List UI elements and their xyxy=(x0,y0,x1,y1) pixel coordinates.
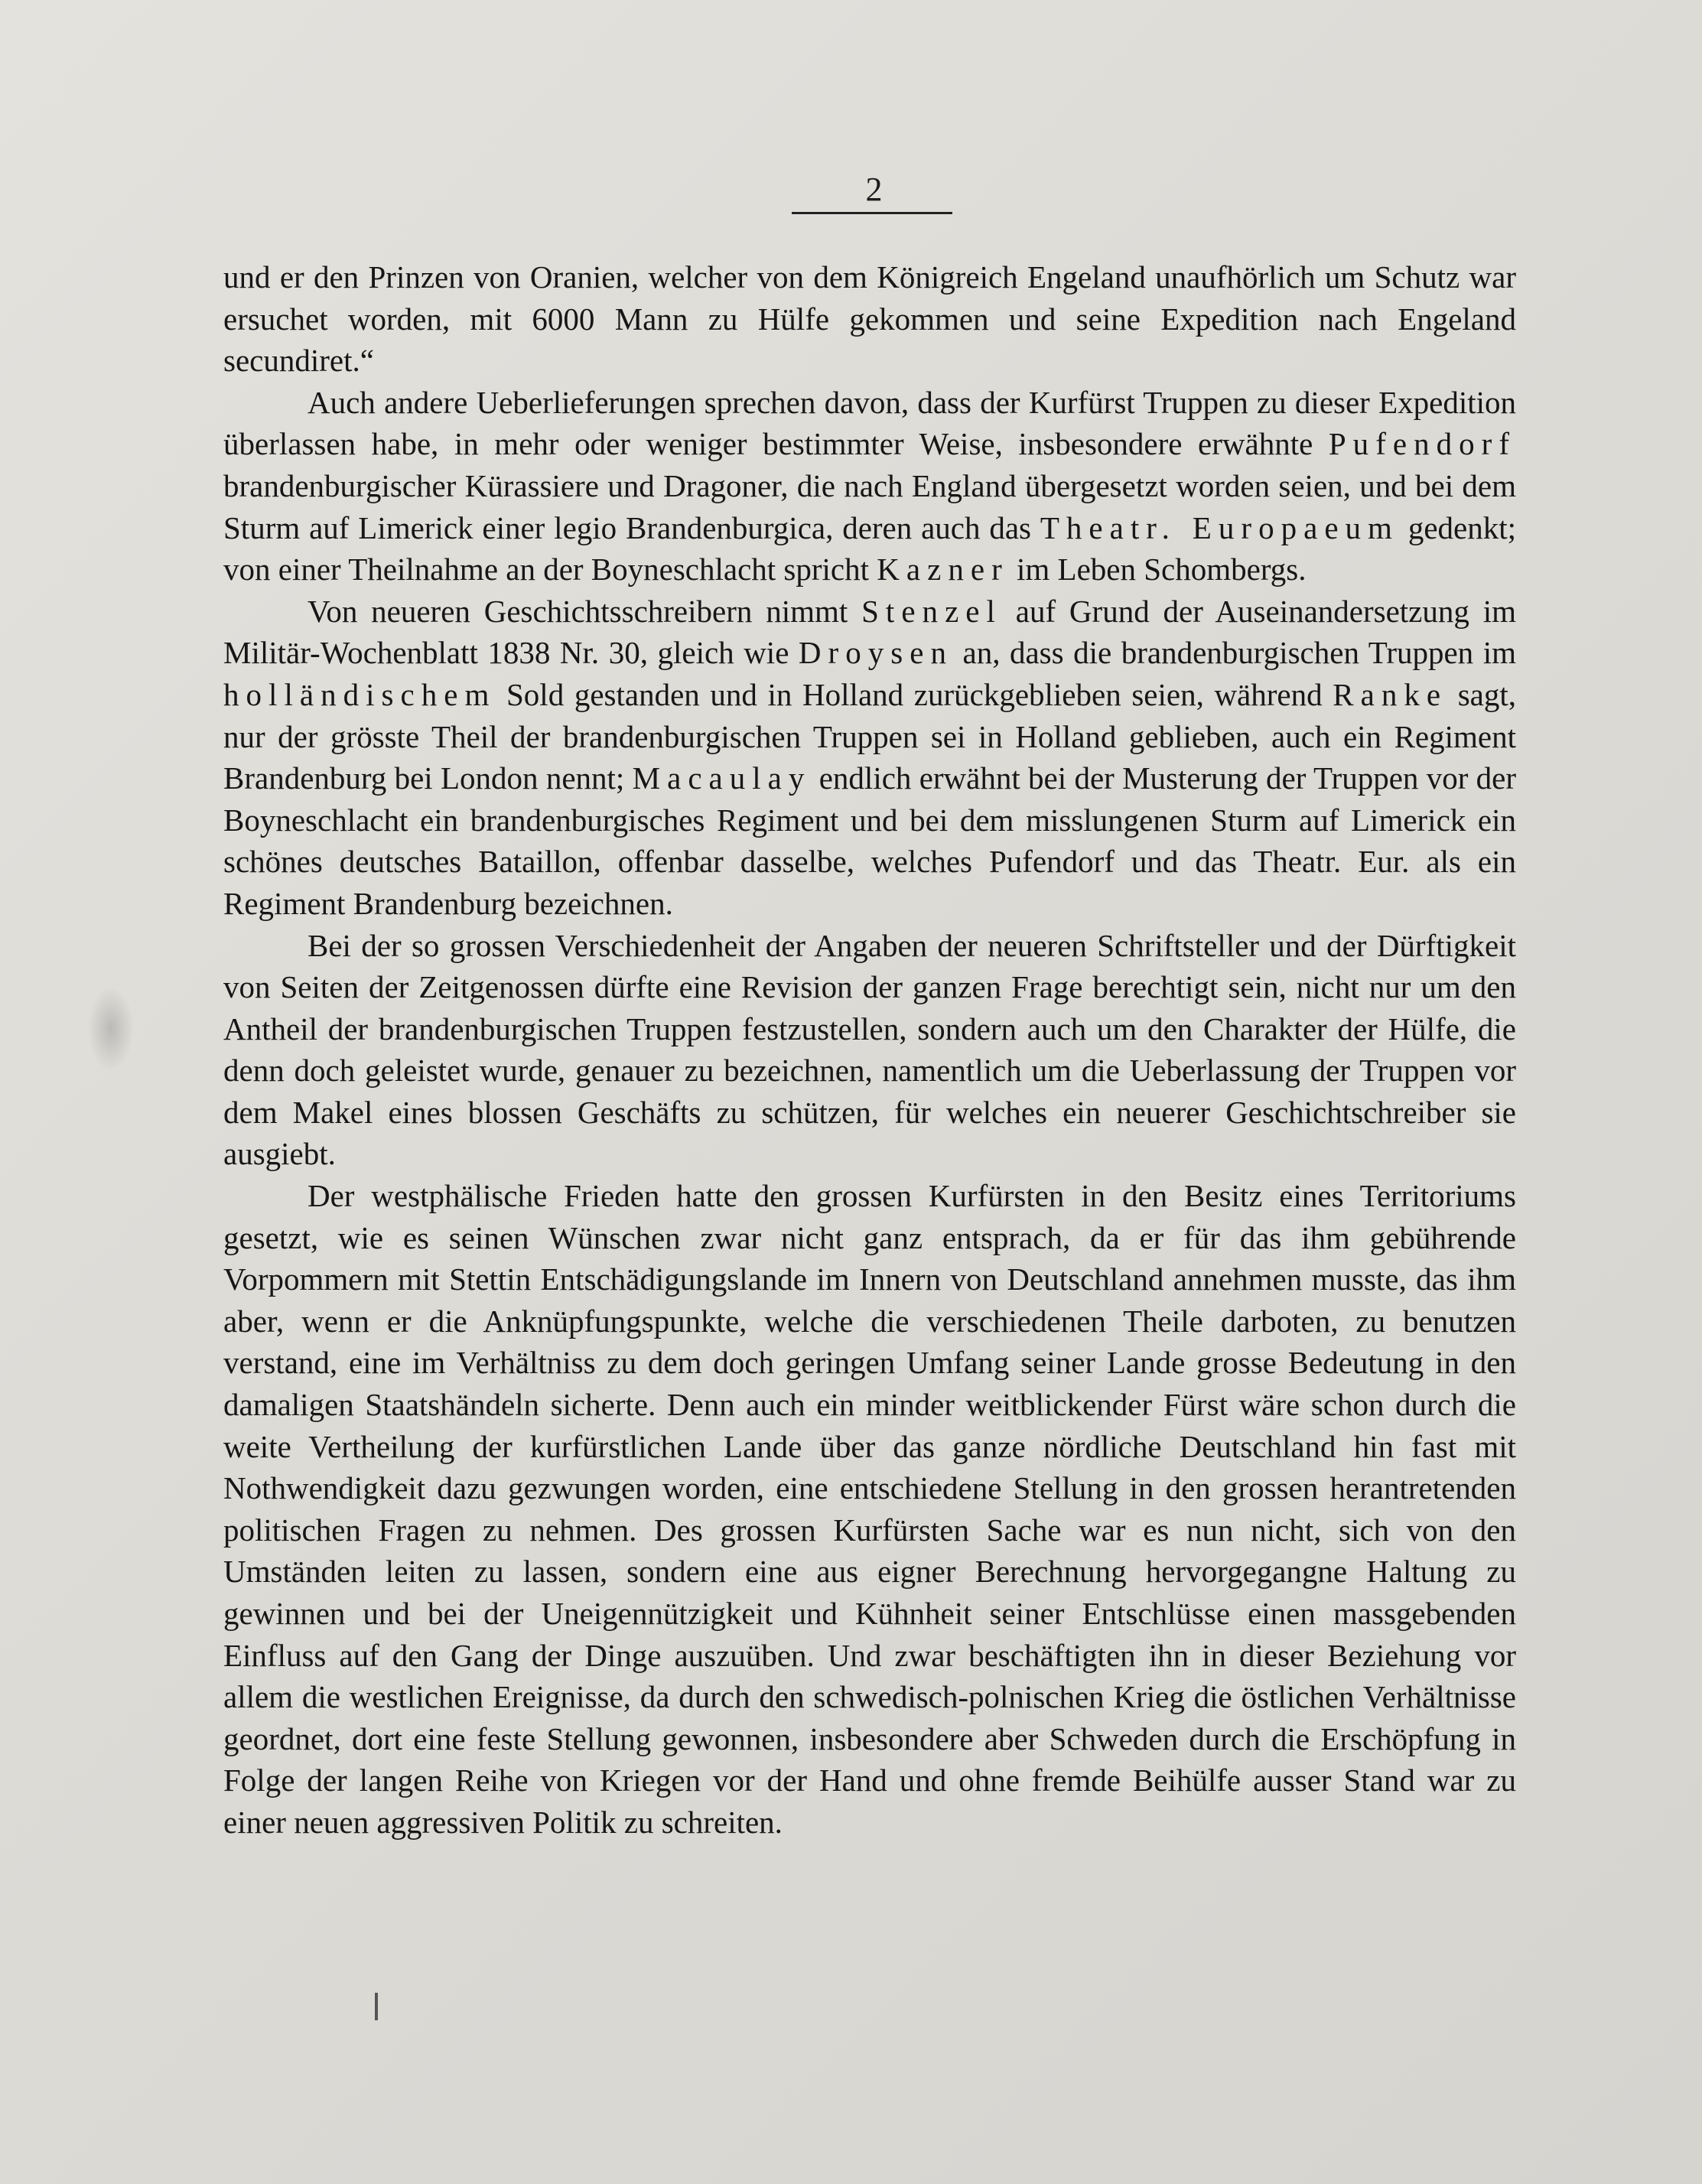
text-segment: an, dass die brandenburgischen Truppen im xyxy=(952,635,1516,671)
text-segment: Bei der so grossen Verschiedenheit der Angaben der neueren Schriftsteller und der Dürftigkeit von Seiten der Zeitgenossen dürfte eine Revision der ganzen Frage berechtigt sein, nicht nur um den Antheil der brandenburgischen Truppen festzustellen, sondern auch um den Charakter der Hülfe, die denn doch geleistet wurde, genauer zu bezeichnen, namentlich um die Ueberlassung der Truppen vor dem Makel eines blossen Geschäfts zu schützen, für welches ein neuerer Geschichtschreiber sie ausgiebt. xyxy=(223,927,1516,1172)
body-text xyxy=(223,256,1516,1844)
text-segment: Der westphälische Frieden hatte den grossen Kurfürsten in den Besitz eines Territoriums gesetzt, wie es seinen Wünschen zwar nicht ganz entsprach, da er für das ihm gebührende Vorpommern mit Stettin Entschädigungslande im Innern von Deutschland annehmen musste, das ihm aber, wenn er die Anknüpfungspunkte, welche die verschiedenen Theile darboten, zu benutzen verstand, eine im Verhältniss zu dem doch geringen Umfang seiner Lande grosse Bedeutung in den damaligen Staatshändeln sicherte. Denn auch ein minder weitblickender Fürst wäre schon durch die weite Vertheilung der kurfürstlichen Lande über das ganze nördliche Deutschland hin fast mit Nothwendigkeit dazu gezwungen worden, eine entschiedene Stellung in den grossen herantretenden politischen Fragen zu nehmen. Des grossen Kurfürsten Sache war es nun nicht, sich von den Umständen leiten zu lassen, sondern eine aus eigner Berechnung hervorgegangne Haltung zu gewinnen und bei der Uneigennützigkeit und Kühnheit seiner Entschlüsse einen massgebenden Einfluss auf den Gang der Dinge auszuüben. Und zwar beschäftigten ihn in dieser Beziehung vor allem die westlichen Ereignisse, da durch den schwedisch-polnischen Krieg die östlichen Verhältnisse geordnet, dort eine feste Stellung gewonnen, insbesondere aber Schweden durch die Erschöpfung in Folge der langen Reihe von Kriegen vor der Hand und ohne fremde Beihülfe ausser Stand war zu einer neuen aggressiven Politik zu schreiten. xyxy=(223,1178,1516,1840)
paragraph-2 xyxy=(223,382,1516,591)
text-segment: auf Grund der Auseinandersetzung im Militär-Wochenblatt 1838 Nr. 30, gleich wie xyxy=(223,593,1516,671)
spaced-name: Kazner xyxy=(877,552,1009,587)
text-segment: Sold gestanden und in Holland zurückgeblieben seien, während xyxy=(496,676,1333,712)
ink-smudge xyxy=(88,987,134,1071)
paragraph-1 xyxy=(223,256,1516,382)
text-segment: Auch andere Ueberlieferungen sprechen davon, dass der Kurfürst Truppen zu dieser Expedition überlassen habe, in mehr oder weniger bestimmter Weise, insbesondere erwähnte xyxy=(223,384,1516,462)
text-segment: brandenburgischer Kürassiere und Dragoner, die nach England übergesetzt worden seien, und bei dem Sturm auf Limerick einer legio Brandenburgica, deren auch das xyxy=(223,467,1516,545)
text-segment: endlich erwähnt bei der Musterung der Truppen vor der Boyneschlacht ein brandenburgisches Regiment und bei dem misslungenen Sturm auf Limerick ein schönes deutsches Bataillon, offenbar dasselbe, welches Pufendorf und das Theatr. Eur. als ein Regiment Brandenburg bezeichnen. xyxy=(223,760,1517,921)
spaced-name: Theatr. Europaeum xyxy=(1040,509,1399,545)
footer-mark xyxy=(375,1993,378,2020)
spaced-name: Droysen xyxy=(798,635,953,671)
page-number: 2 xyxy=(865,171,883,208)
spaced-name: Stenzel xyxy=(861,593,1002,629)
text-segment: im Leben Schombergs. xyxy=(1008,552,1307,587)
header-rule xyxy=(792,212,952,214)
spaced-name: Macaulay xyxy=(632,760,812,796)
text-segment: Von neueren Geschichtsschreibern nimmt xyxy=(308,593,862,629)
text-segment: und er den Prinzen von Oranien, welcher von dem Königreich Engeland unaufhörlich um Schutz war ersuchet worden, mit 6000 Mann zu Hülfe gekommen und seine Expedition nach Engeland secundiret.“ xyxy=(223,259,1516,379)
spaced-name: Ranke xyxy=(1333,676,1448,712)
text-segment: sagt, nur der grösste Theil der brandenburgischen Truppen sei in Holland geblieben, auch ein Regiment Brandenburg bei London nennt; xyxy=(223,676,1517,796)
paragraph-4 xyxy=(223,925,1516,1176)
paragraph-5 xyxy=(223,1175,1516,1844)
paragraph-3 xyxy=(223,591,1516,925)
spaced-name: Pufendorf xyxy=(1328,426,1516,462)
spaced-name: holländischem xyxy=(223,676,496,712)
text-segment: gedenkt; von einer Theilnahme an der Boyneschlacht spricht xyxy=(223,509,1517,587)
